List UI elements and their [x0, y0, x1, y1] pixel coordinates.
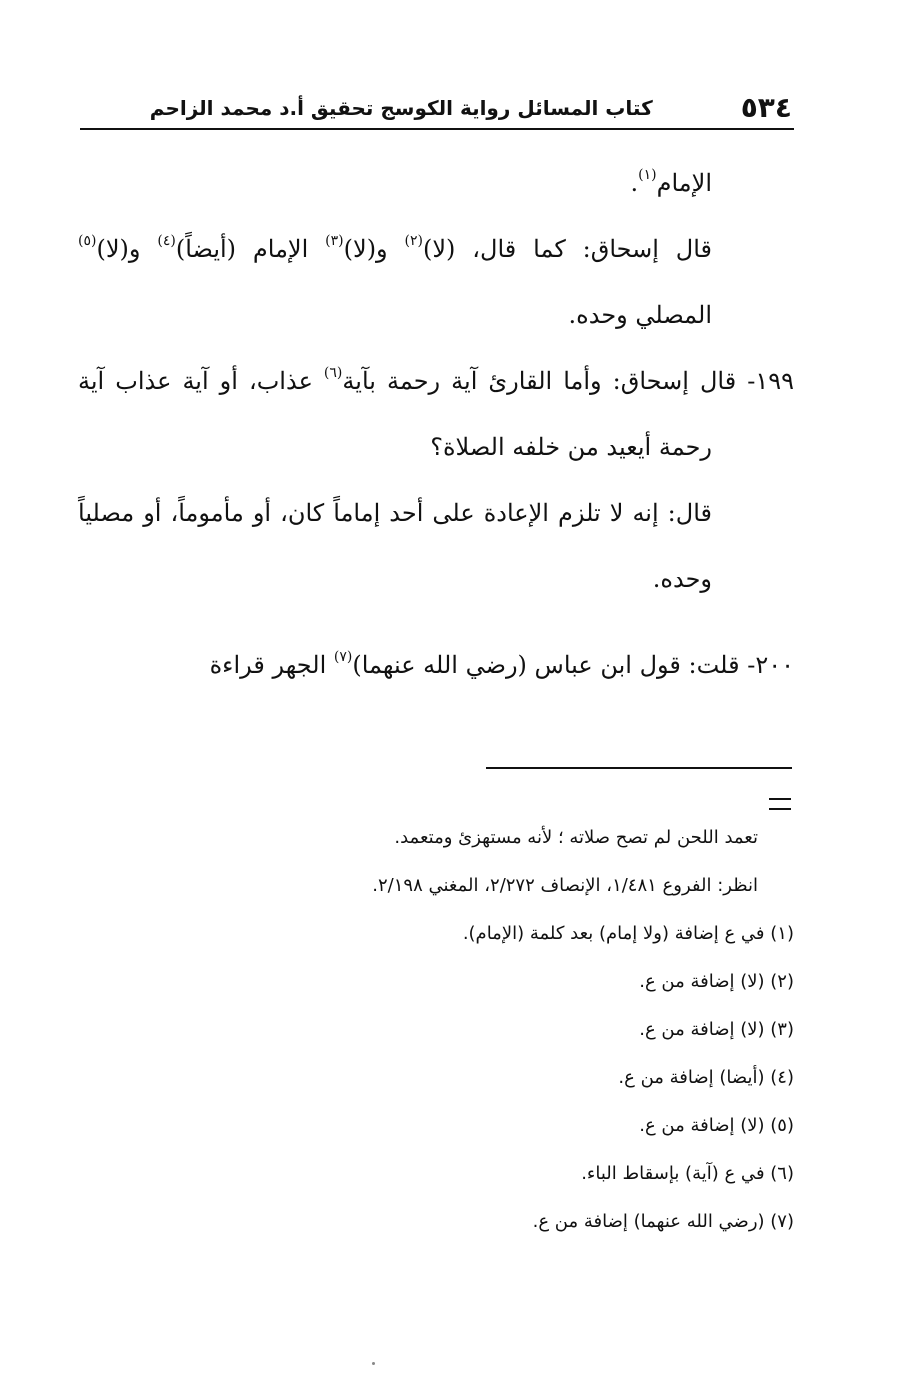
para2-text-e: المصلي وحده.: [568, 301, 712, 329]
ishaq-statement: [78, 216, 794, 348]
para2-text-d: و(لا): [96, 235, 158, 263]
q199-text-b: عذاب، أو آية عذاب آية رحمة أيعيد من خلفه الصلاة؟: [78, 367, 712, 461]
q200-text-b: الجهر قراءة: [209, 651, 334, 679]
footnote-continued-1: تعمد اللحن لم تصح صلاته ؛ لأنه مستهزئ ومتعمد.: [394, 827, 758, 848]
line1-period: .: [630, 169, 639, 197]
q200-text-a: ٢٠٠- قلت: قول ابن عباس (رضي الله عنهما): [352, 651, 794, 679]
footnotes: [78, 790, 794, 1246]
footnote-6: (٦) في ع (آية) بإسقاط الباء.: [581, 1163, 794, 1184]
line1-text: الإمام: [656, 169, 712, 197]
footnote-continued-2: انظر: الفروع ١/٤٨١، الإنصاف ٢/٢٧٢، المغني ٢/١٩٨.: [372, 875, 758, 896]
footnote-1: (١) في ع إضافة (ولا إمام) بعد كلمة (الإمام).: [462, 923, 794, 944]
main-text: [78, 150, 794, 698]
footnote-ref-2: (٢): [404, 233, 423, 249]
footnote-7: (٧) (رضي الله عنهما) إضافة من ع.: [532, 1211, 794, 1232]
running-title: كتاب المسائل رواية الكوسج تحقيق أ.د محمد الزاحم: [149, 96, 653, 120]
footnote-ref-5: (٥): [78, 233, 97, 249]
footnote-4: (٤) (أيضا) إضافة من ع.: [618, 1067, 794, 1088]
continuation-spacer: [78, 790, 794, 814]
answer-199: قال: إنه لا تلزم الإعادة على أحد إماماً كان، أو مأموماً، أو مصلياً وحده.: [78, 499, 712, 593]
footnote-ref-7: (٧): [333, 649, 353, 665]
question-199: [78, 348, 794, 480]
para2-text-c: الإمام (أيضاً): [175, 235, 326, 263]
footnote-ref-4: (٤): [157, 233, 176, 249]
footnote-3: (٣) (لا) إضافة من ع.: [639, 1019, 794, 1040]
footnote-ref-3: (٣): [325, 233, 344, 249]
para2-text-a: قال إسحاق: كما قال، (لا): [423, 235, 713, 263]
continued-line: [78, 150, 794, 216]
footnote-2: (٢) (لا) إضافة من ع.: [639, 971, 794, 992]
footnote-ref-1: (١): [638, 167, 657, 183]
paper-speck: [372, 1362, 375, 1365]
footnote-separator: [486, 767, 792, 769]
page-number: ٥٣٤: [740, 91, 792, 124]
footnote-5: (٥) (لا) إضافة من ع.: [639, 1115, 794, 1136]
header-rule: [80, 128, 794, 130]
para2-text-b: و(لا): [343, 235, 405, 263]
q199-text-a: ١٩٩- قال إسحاق: وأما القارئ آية رحمة بآية: [342, 367, 795, 395]
spacer: [78, 612, 794, 632]
footnote-ref-6: (٦): [323, 365, 343, 381]
page-header: [80, 78, 792, 128]
question-200: [78, 632, 794, 698]
